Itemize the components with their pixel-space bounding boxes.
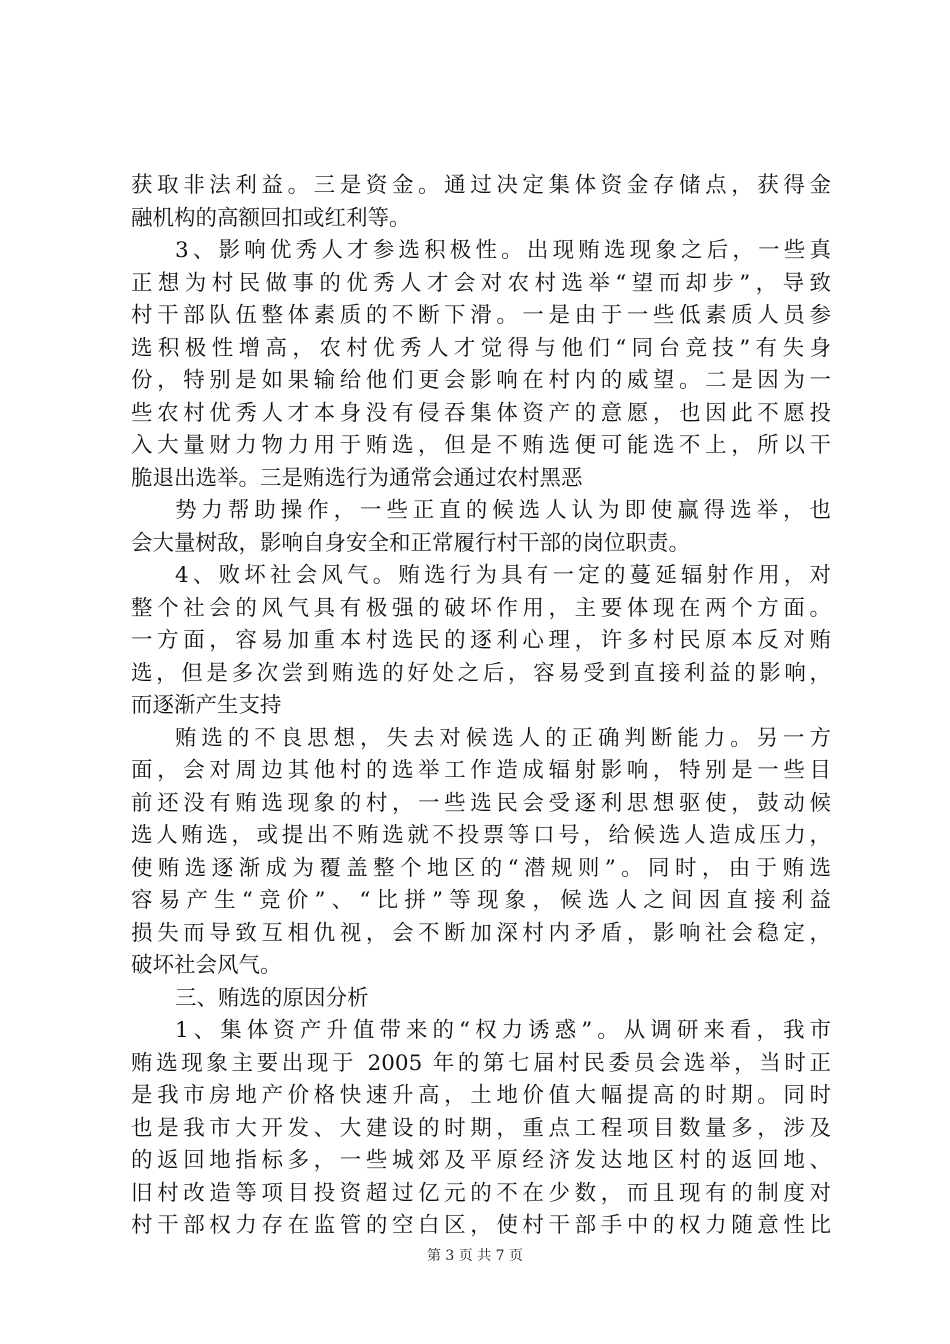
body-text-line: 融机构的高额回扣或红利等。 [131, 205, 411, 231]
body-text-line: 势力帮助操作，一些正直的候选人认为即使赢得选举，也 [175, 498, 831, 523]
body-text-line: 三、贿选的原因分析 [175, 985, 369, 1011]
body-text-line: 脆退出选举。三是贿选行为通常会通过农村黑恶 [131, 465, 583, 491]
body-text-line: 容易产生“竞价”、“比拼”等现象，候选人之间因直接利益 [131, 888, 831, 913]
body-text-line: 前还没有贿选现象的村，一些选民会受逐利思想驱使，鼓动候 [131, 790, 831, 816]
body-text-line: 一方面，容易加重本村选民的逐利心理，许多村民原本反对贿 [131, 628, 831, 653]
body-text-line: 的返回地指标多，一些城郊及平原经济发达地区村的返回地、 [131, 1148, 831, 1173]
body-text-line: 入大量财力物力用于贿选，但是不贿选便可能选不上，所以干 [131, 433, 831, 458]
body-text-line: 是我市房地产价格快速升高，土地价值大幅提高的时期。同时 [131, 1083, 831, 1108]
body-text-line: 贿选的不良思想，失去对候选人的正确判断能力。另一方 [175, 725, 831, 751]
body-text-line: 也是我市大开发、大建设的时期，重点工程项目数量多，涉及 [131, 1115, 831, 1141]
page-footer: 第 3 页 共 7 页 [426, 1248, 524, 1264]
body-text-line: 会大量树敌，影响自身安全和正常履行村干部的岗位职责。 [131, 530, 691, 556]
body-text-line: 些农村优秀人才本身没有侵吞集体资产的意愿，也因此不愿投 [131, 400, 831, 426]
body-text-line: 选人贿选，或提出不贿选就不投票等口号，给候选人造成压力， [131, 823, 831, 848]
body-text-line: 而逐渐产生支持 [131, 693, 282, 718]
document-body [131, 170, 831, 1243]
body-text-line: 破坏社会风气。 [131, 953, 282, 978]
body-text-line: 旧村改造等项目投资超过亿元的不在少数，而且现有的制度对 [131, 1180, 831, 1206]
body-text-line: 1、集体资产升值带来的“权力诱惑”。从调研来看，我市 [175, 1018, 831, 1043]
body-text-line: 正想为村民做事的优秀人才会对农村选举“望而却步”，导致 [131, 270, 831, 296]
body-text-line: 整个社会的风气具有极强的破坏作用，主要体现在两个方面。 [131, 595, 831, 621]
body-text-line: 使贿选逐渐成为覆盖整个地区的“潜规则”。同时，由于贿选 [131, 855, 831, 881]
body-text-line: 获取非法利益。三是资金。通过决定集体资金存储点，获得金 [131, 173, 831, 198]
body-text-line: 村干部权力存在监管的空白区，使村干部手中的权力随意性比 [131, 1213, 831, 1238]
body-text-line: 损失而导致互相仇视，会不断加深村内矛盾，影响社会稳定， [131, 920, 831, 946]
body-text-line: 贿选现象主要出现于 2005 年的第七届村民委员会选举，当时正 [131, 1050, 831, 1076]
body-text-line: 选，但是多次尝到贿选的好处之后，容易受到直接利益的影响， [131, 660, 831, 686]
body-text-line: 4、败坏社会风气。贿选行为具有一定的蔓延辐射作用，对 [175, 563, 831, 588]
body-text-line: 选积极性增高，农村优秀人才觉得与他们“同台竞技”有失身 [131, 335, 831, 361]
body-text-line: 面，会对周边其他村的选举工作造成辐射影响，特别是一些目 [131, 758, 831, 783]
body-text-line: 份，特别是如果输给他们更会影响在村内的威望。二是因为一 [131, 368, 831, 393]
body-text-line: 村干部队伍整体素质的不断下滑。一是由于一些低素质人员参 [131, 303, 831, 328]
body-text-line: 3、影响优秀人才参选积极性。出现贿选现象之后，一些真 [175, 238, 831, 263]
